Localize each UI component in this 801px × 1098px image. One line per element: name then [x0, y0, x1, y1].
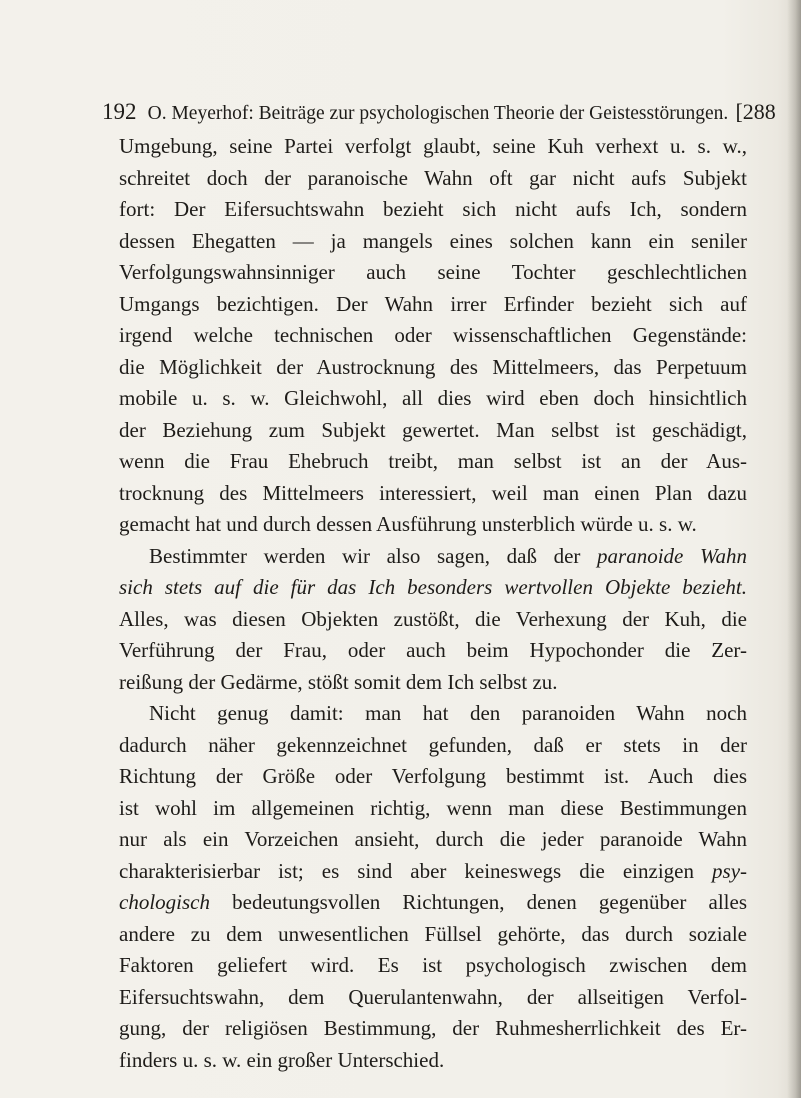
text-line [119, 446, 747, 478]
running-head [102, 98, 776, 126]
line-text: dadurch näher gekennzeichnet gefunden, daß er stets in der [119, 732, 747, 757]
line-text: Umgangs bezichtigen. Der Wahn irrer Erfinder bezieht sich auf [119, 291, 747, 316]
text-line [119, 383, 747, 415]
text-line [119, 761, 747, 793]
text-line [119, 856, 747, 888]
running-head-title: O. Meyerhof: Beiträge zur psychologischen Theorie der Geistesstörungen. [147, 103, 729, 124]
line-text: Bestimmter werden wir also sagen, daß der [149, 543, 581, 568]
line-text: gemacht hat und durch dessen Ausführung unsterblich würde u. s. w. [119, 512, 697, 536]
text-line [119, 1045, 747, 1077]
line-text: reißung der Gedärme, stößt somit dem Ich selbst zu. [119, 669, 558, 694]
line-text: bedeutungsvollen Richtungen, denen gegenüber alles [232, 890, 748, 914]
page-number: 192 [102, 99, 137, 124]
italic-text: paranoide Wahn [597, 543, 748, 568]
text-line [119, 667, 747, 699]
text-line [119, 604, 747, 636]
text-line [119, 541, 747, 573]
text-line [119, 635, 747, 667]
text-line [119, 730, 747, 762]
text-line [119, 919, 747, 951]
line-text: dessen Ehegatten — ja mangels eines solchen kann ein seniler [119, 228, 747, 253]
line-text: die Möglichkeit der Austrocknung des Mittelmeers, das Perpetuum [119, 354, 747, 379]
line-text: der Beziehung zum Subjekt gewertet. Man selbst ist geschädigt, [119, 417, 747, 442]
line-text: fort: Der Eifersuchtswahn bezieht sich nicht aufs Ich, sondern [119, 197, 747, 221]
page-edge-shadow [787, 0, 801, 1098]
line-text: andere zu dem unwesentlichen Füllsel gehörte, das durch soziale [119, 921, 747, 946]
text-line [119, 982, 747, 1014]
body-text [119, 131, 747, 1076]
text-line [119, 793, 747, 825]
text-line [119, 1013, 747, 1045]
text-line [119, 194, 747, 226]
line-text: nur als ein Vorzeichen ansieht, durch die jeder paranoide Wahn [119, 827, 747, 851]
line-text: gung, der religiösen Bestimmung, der Ruhmesherrlichkeit des Er- [119, 1016, 747, 1040]
text-line [119, 415, 747, 447]
text-line [119, 478, 747, 510]
text-line [119, 887, 747, 919]
text-line [119, 163, 747, 195]
text-line [119, 509, 747, 541]
text-line [119, 950, 747, 982]
line-text: Umgebung, seine Partei verfolgt glaubt, seine Kuh verhext u. s. w., [119, 134, 747, 158]
line-text: Alles, was diesen Objekten zustößt, die Verhexung der Kuh, die [119, 606, 747, 631]
text-line [119, 698, 747, 730]
line-text: trocknung des Mittelmeers interessiert, weil man einen Plan dazu [119, 480, 747, 505]
line-text: Verführung der Frau, oder auch beim Hypochonder die Zer- [119, 638, 747, 662]
line-text: charakterisierbar ist; es sind aber keineswegs die einzigen [119, 858, 694, 883]
line-text: irgend welche technischen oder wissenschaftlichen Gegenstände: [119, 323, 747, 347]
line-text: Verfolgungswahnsinniger auch seine Tochter geschlechtlichen [119, 260, 747, 284]
text-line [119, 352, 747, 384]
text-line [119, 572, 747, 604]
line-text: ist wohl im allgemeinen richtig, wenn man diese Bestimmungen [119, 795, 747, 820]
text-line [119, 824, 747, 856]
line-text: Nicht genug damit: man hat den paranoiden Wahn noch [149, 701, 747, 725]
italic-text: chologisch [119, 890, 210, 914]
line-text: wenn die Frau Ehebruch treibt, man selbst ist an der Aus- [119, 449, 747, 473]
original-page-number: [288 [735, 99, 776, 124]
text-line [119, 131, 747, 163]
text-line [119, 226, 747, 258]
text-line [119, 257, 747, 289]
line-text: mobile u. s. w. Gleichwohl, all dies wird eben doch hinsichtlich [119, 386, 747, 410]
line-text: schreitet doch der paranoische Wahn oft gar nicht aufs Subjekt [119, 165, 747, 190]
text-line [119, 289, 747, 321]
italic-text: sich stets auf die für das Ich besonders wertvollen Objekte bezieht. [119, 575, 747, 599]
line-text: Eifersuchtswahn, dem Querulantenwahn, der allseitigen Verfol- [119, 984, 747, 1009]
line-text: finders u. s. w. ein großer Unterschied. [119, 1047, 445, 1072]
italic-text: psy- [712, 858, 748, 883]
line-text: Richtung der Größe oder Verfolgung bestimmt ist. Auch dies [119, 764, 747, 788]
text-line [119, 320, 747, 352]
line-text: Faktoren geliefert wird. Es ist psychologisch zwischen dem [119, 953, 747, 977]
